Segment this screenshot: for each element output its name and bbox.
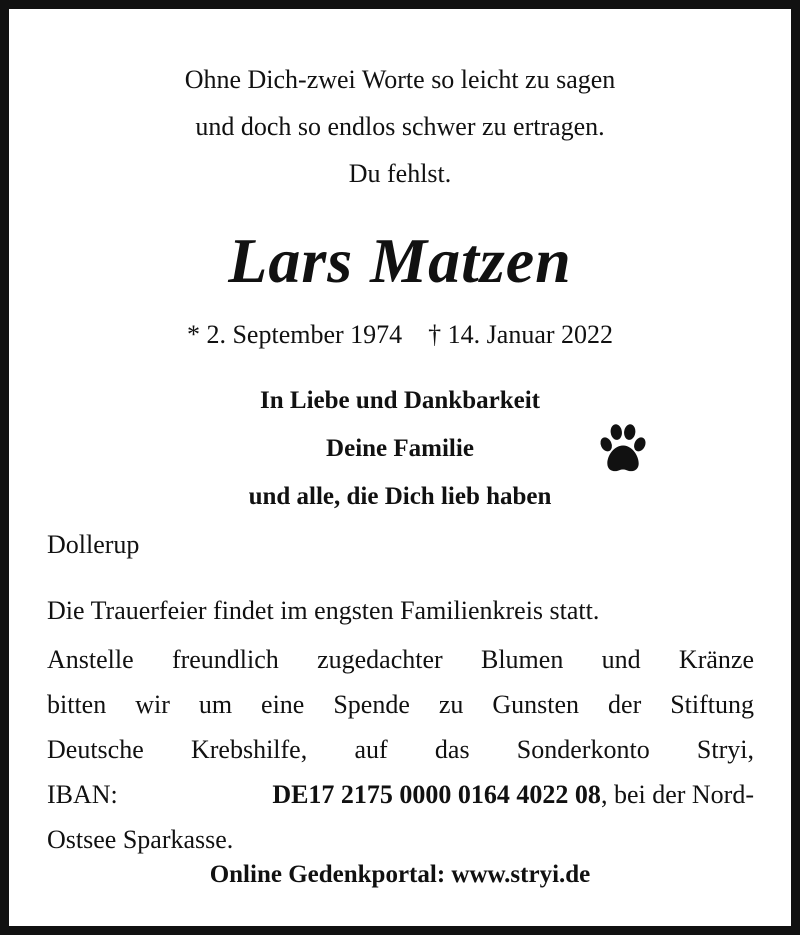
quote-line-3: Du fehlst. — [348, 159, 452, 188]
birth-date: * 2. September 1974 — [186, 320, 403, 349]
quote-line-1: Ohne Dich-zwei Worte so leicht zu sagen — [184, 65, 616, 94]
mourners-block — [9, 377, 791, 521]
place-name: Dollerup — [47, 530, 140, 559]
mourners-line-2: Deine Familie — [326, 435, 474, 462]
death-date: † 14. Januar 2022 — [428, 320, 614, 349]
life-dates — [9, 315, 791, 355]
donation-line-4 — [47, 772, 754, 817]
donation-line-3: Deutsche Krebshilfe, auf das Sonderkonto Stryi, — [47, 735, 754, 764]
bank-text: , bei der Nord- — [600, 780, 754, 809]
deceased-name: Lars Matzen — [228, 225, 572, 296]
mourners-line-3: und alle, die Dich lieb haben — [248, 483, 552, 510]
iban-label: IBAN: — [47, 780, 118, 809]
donation-line-5: Ostsee Sparkasse. — [47, 825, 234, 854]
paw-print-icon — [595, 422, 651, 478]
online-memorial-portal: Online Gedenkportal: www.stryi.de — [209, 861, 591, 888]
iban-number: DE17 2175 0000 0164 4022 08 — [272, 780, 601, 809]
quote-line-2: und doch so endlos schwer zu ertragen. — [195, 112, 605, 141]
donation-notice — [47, 637, 754, 862]
donation-line-2: bitten wir um eine Spende zu Gunsten der Stiftung — [47, 690, 754, 719]
ceremony-notice: Die Trauerfeier findet im engsten Familienkreis statt. — [47, 596, 600, 625]
mourners-line-1: In Liebe und Dankbarkeit — [260, 387, 540, 414]
memorial-quote — [9, 56, 791, 197]
donation-line-1: Anstelle freundlich zugedachter Blumen und Kränze — [47, 645, 754, 674]
